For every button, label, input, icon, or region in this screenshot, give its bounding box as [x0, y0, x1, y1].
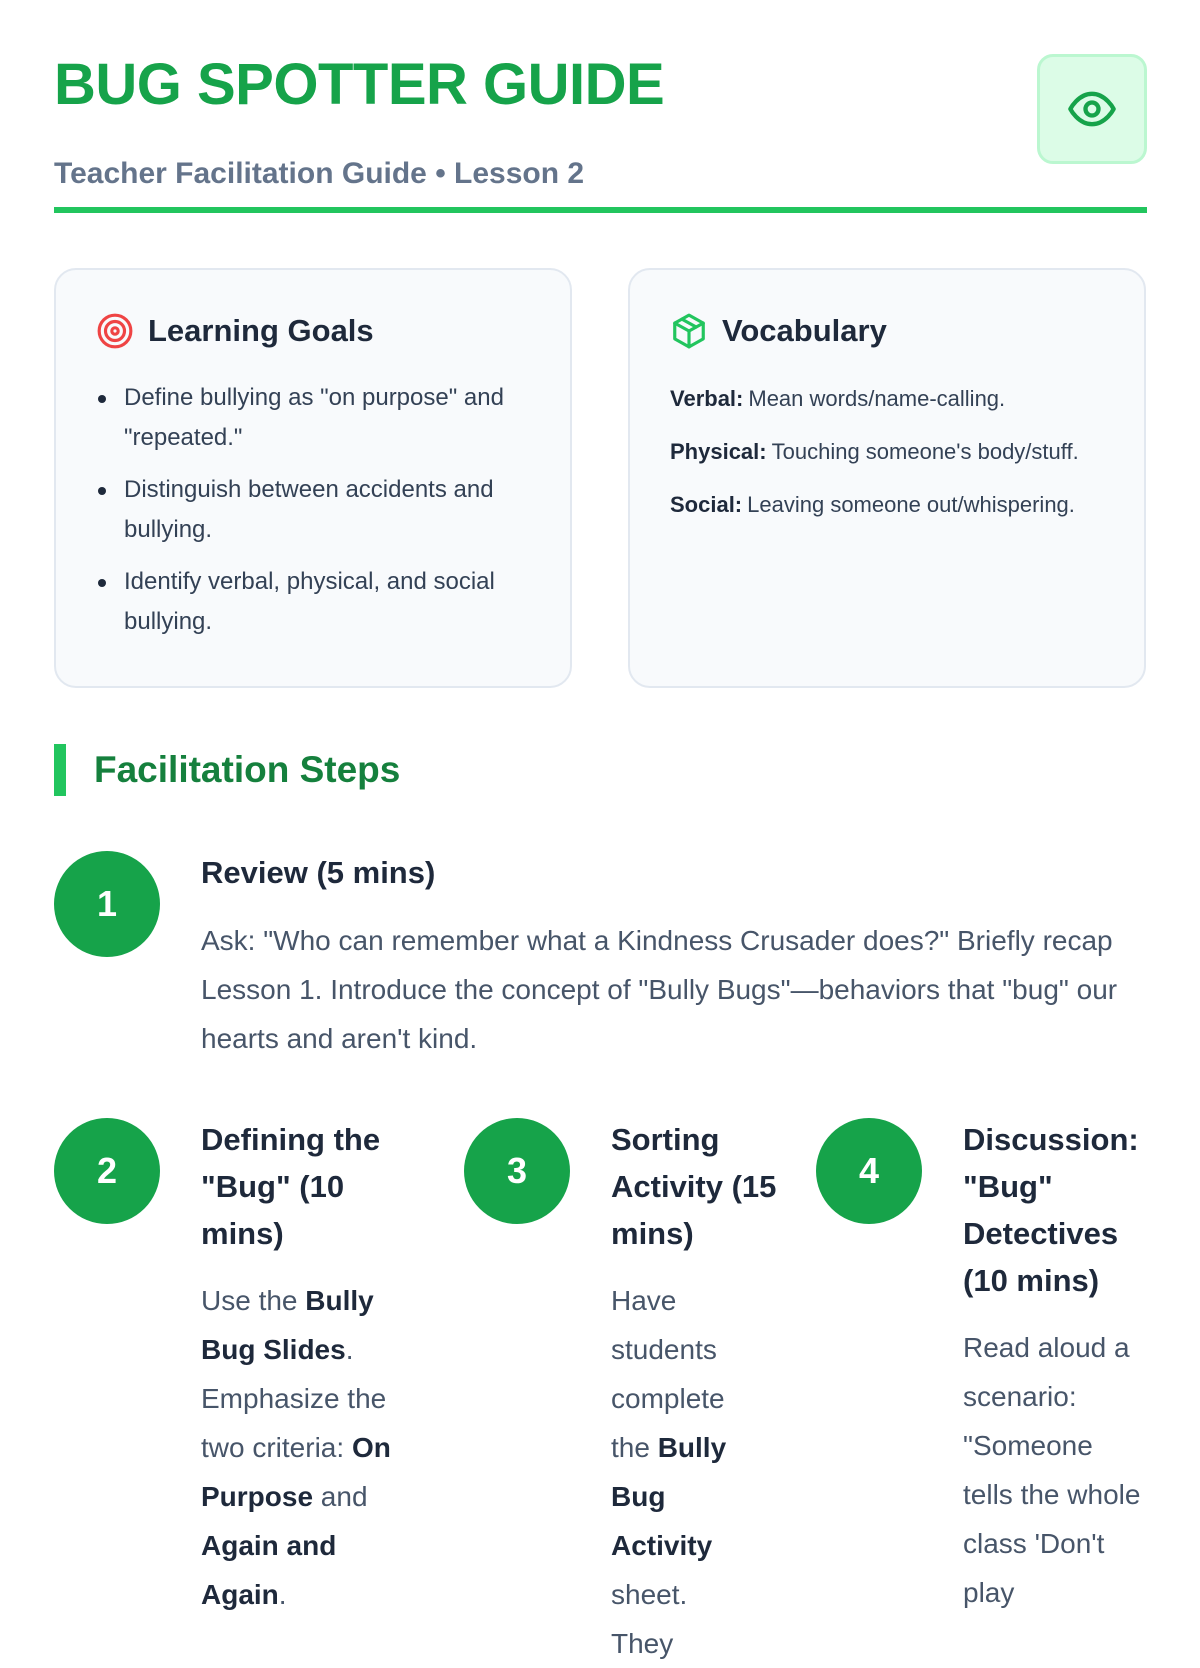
- step-emphasis: On Purpose: [201, 1432, 391, 1512]
- cube-icon: [670, 312, 708, 350]
- step-description: [963, 1323, 1149, 1617]
- vocab-item: [670, 437, 1120, 467]
- vocab-definition: Touching someone's body/stuff.: [771, 439, 1079, 464]
- vocab-term: Physical:: [670, 439, 767, 464]
- step-number-badge: 4: [816, 1118, 922, 1224]
- vocab-term: Verbal:: [670, 386, 744, 411]
- learning-goals-header: [96, 310, 374, 352]
- step-text: . Emphasize the two criteria:: [201, 1334, 387, 1463]
- step-title: Defining the "Bug" (10 mins): [201, 1122, 381, 1251]
- step-text: Use the: [201, 1285, 306, 1316]
- step-description: [611, 1276, 741, 1668]
- step-text: .: [278, 1579, 287, 1610]
- list-item: Distinguish between accidents and bullying.: [96, 470, 536, 550]
- step-title: Sorting Activity (15 mins): [611, 1122, 777, 1251]
- vocab-item: [670, 384, 1120, 414]
- step-number-badge: 3: [464, 1118, 570, 1224]
- vocabulary-card: [628, 268, 1146, 688]
- step-text: Ask: "Who can remember what a Kindness Crusader does?" Briefly recap Lesson 1. Introduce the concept of "Bully Bugs"—behaviors that "bug" our hearts and aren't kind.: [201, 925, 1118, 1054]
- step-number-badge: 2: [54, 1118, 160, 1224]
- step-title: Discussion: "Bug" Detectives (10 mins): [963, 1122, 1139, 1298]
- target-icon: [96, 312, 134, 350]
- eye-badge: [1037, 54, 1147, 164]
- page-title: BUG SPOTTER GUIDE: [54, 52, 665, 117]
- vocab-term: Social:: [670, 492, 743, 517]
- vocab-item: [670, 490, 1120, 520]
- step-description: [201, 1276, 427, 1619]
- header-divider: [54, 207, 1147, 213]
- vocabulary-list: [670, 384, 1120, 543]
- page-subtitle: Teacher Facilitation Guide • Lesson 2: [54, 157, 585, 190]
- list-item: Identify verbal, physical, and social bullying.: [96, 562, 536, 642]
- vocabulary-header: [670, 310, 887, 352]
- step-emphasis: Bully Bug Slides: [201, 1285, 374, 1365]
- eye-icon: [1066, 83, 1118, 135]
- step-description: [201, 916, 1151, 1063]
- vocabulary-heading: Vocabulary: [722, 313, 887, 348]
- section-title: Facilitation Steps: [94, 749, 401, 790]
- learning-goals-heading: Learning Goals: [148, 313, 374, 348]
- section-accent-bar: [54, 744, 66, 796]
- step-text: sheet. They: [611, 1579, 688, 1659]
- learning-goals-list: [96, 378, 536, 654]
- step-text: and: [313, 1481, 368, 1512]
- learning-goals-card: [54, 268, 572, 688]
- step-number-badge: 1: [54, 851, 160, 957]
- page-header: [54, 52, 1147, 212]
- step-text: Have students complete the: [611, 1285, 725, 1463]
- vocab-definition: Leaving someone out/whispering.: [747, 492, 1075, 517]
- step-title: Review (5 mins): [201, 855, 436, 890]
- list-item: Define bullying as "on purpose" and "repeated.": [96, 378, 536, 458]
- step-emphasis: Bully Bug Activity: [611, 1432, 727, 1561]
- step-text: Read aloud a scenario: "Someone tells the whole class 'Don't play: [963, 1332, 1141, 1608]
- vocab-definition: Mean words/name-calling.: [748, 386, 1006, 411]
- step-emphasis: Again and Again: [201, 1530, 337, 1610]
